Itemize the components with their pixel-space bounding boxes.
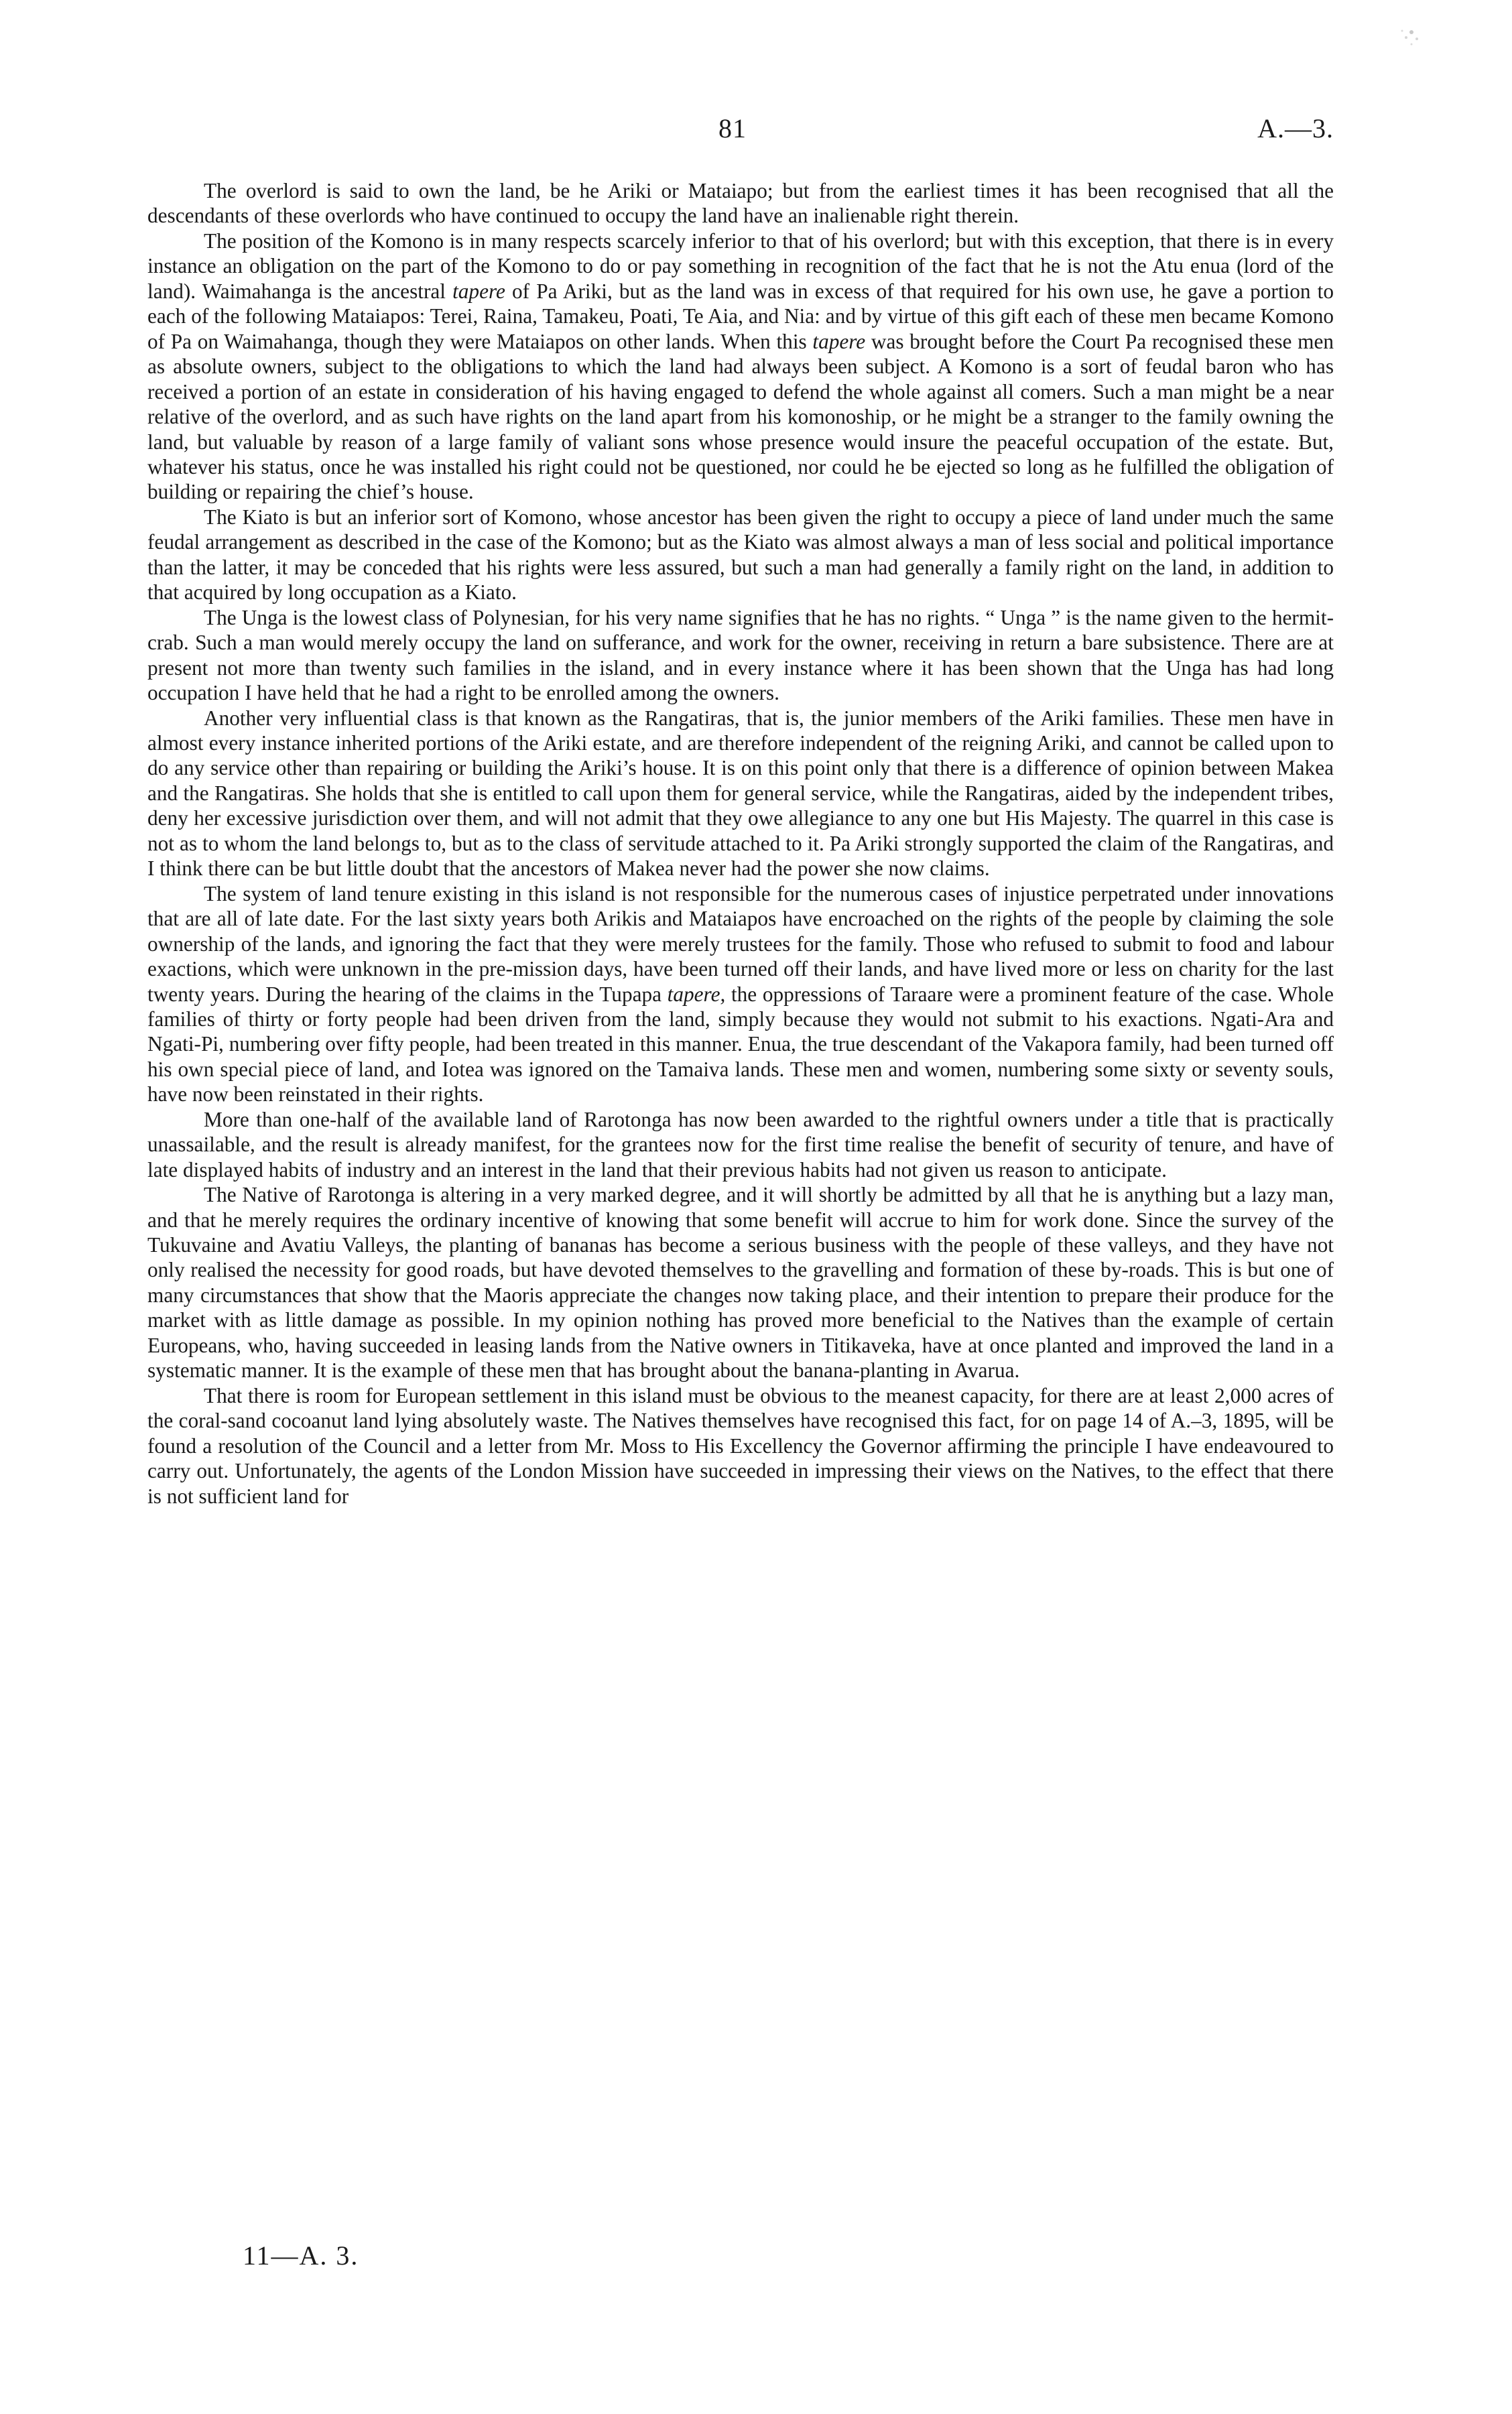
body-paragraph	[147, 881, 1334, 1107]
text-run: The Native of Rarotonga is altering in a very marked degree, and it will shortly be admitted by all that he is anything but a lazy man, and that he merely requires the ordinary incentive of knowing that some benefit will accrue to him for work done. Since the survey of the Tukuvaine and Avatiu Valleys, the planting of bananas has become a serious business with the people of these valleys, and they have not only realised the necessity for good roads, but have devoted themselves to the gravelling and formation of these by-roads. This is but one of many circumstances that show that the Maoris appreciate the changes now taking place, and their intention to prepare their produce for the market with as little damage as possible. In my opinion nothing has proved more beneficial to the Natives than the example of certain Europeans, who, having succeeded in leasing lands from the Native owners in Titikaveka, have at once planted and improved the land in a systematic manner. It is the example of these men that has brought about the banana-planting in Avarua.	[147, 1183, 1334, 1383]
text-run: Another very influential class is that known as the Rangatiras, that is, the junior members of the Ariki families. These men have in almost every instance inherited portions of the Ariki estate, and are therefore independent of the reigning Ariki, and cannot be called upon to do any service other than repairing or building the Ariki’s house. It is on this point only that there is a difference of opinion between Makea and the Rangatiras. She holds that she is entitled to call upon them for general service, while the Rangatiras, aided by the independent tribes, deny her excessive jurisdiction over them, and will not admit that they owe allegiance to any one but His Majesty. The quarrel in this case is not as to whom the land belongs to, but as to the class of servitude attached to it. Pa Ariki strongly supported the claim of the Rangatiras, and I think there can be but little doubt that the ancestors of Makea never had the power she now claims.	[147, 706, 1334, 881]
text-run: That there is room for European settlement in this island must be obvious to the meanest capacity, for there are at least 2,000 acres of the coral-sand cocoanut land lying absolutely waste. The Natives themselves have recognised this fact, for on page 14 of A.–3, 1895, will be found a resolution of the Council and a letter from Mr. Moss to His Excellency the Governor affirming the principle I have endeavoured to carry out. Unfortunately, the agents of the London Mission have succeeded in impressing their views on the Natives, to the effect that there is not sufficient land for	[147, 1383, 1334, 1508]
body-paragraph	[147, 706, 1334, 881]
print-speck-mark	[1391, 15, 1432, 55]
italic-term: tapere	[812, 329, 866, 353]
document-reference: A.—3.	[1257, 113, 1334, 143]
text-run: The Kiato is but an inferior sort of Komono, whose ancestor has been given the right to occupy a piece of land under much the same feudal arrangement as described in the case of the Komono; but as the Kiato was almost always a man of less social and political importance than the latter, it may be conceded that his rights were less assured, but such a man had generally a family right on the land, in addition to that acquired by long occupation as a Kiato.	[147, 505, 1334, 605]
body-paragraph	[147, 1182, 1334, 1383]
text-run: The system of land tenure existing in this island is not responsible for the numerous cases of injustice perpetrated under innovations that are all of late date. For the last sixty years both Arikis and Mataiapos have encroached on the rights of the people by claiming the sole ownership of the lands, and ignoring the fact that they were merely trustees for the family. Those who refused to submit to food and labour exactions, which were unknown in the pre-mission days, have been turned off their lands, and have lived more or less on charity for the last twenty years. During the hearing of the claims in the Tupapa	[147, 881, 1334, 1006]
page-number: 81	[718, 113, 747, 143]
body-paragraph	[147, 178, 1334, 229]
body-text	[147, 178, 1334, 1509]
text-run: The Unga is the lowest class of Polynesian, for his very name signifies that he has no rights. “ Unga ” is the name given to the hermit-crab. Such a man would merely occupy the land on sufferance, and work for the owner, receiving in return a bare subsistence. There are at present not more than twenty such families in the island, and in every instance where it has been shown that the Unga has had long occupation I have held that he had a right to be enrolled among the owners.	[147, 605, 1334, 705]
text-run: the oppressions of Taraare were a prominent feature of the case. Whole families of thirty or forty people had been driven from the land, simply because they would not submit to his exactions. Ngati-Ara and Ngati-Pi, numbering over fifty people, had been treated in this manner. Enua, the true descendant of the Vakapora family, had been turned off his own special piece of land, and Iotea was ignored on the Tamaiva lands. These men and women, numbering some sixty or seventy souls, have now been reinstated in their rights.	[147, 982, 1334, 1106]
body-paragraph	[147, 605, 1334, 706]
text-run: of Pa Ariki, but as the land was in excess of that required for his own use, he gave a portion to each of the following Mataiapos: Terei, Raina, Tamakeu, Poati, Te Aia, and Nia: and by virtue of this gift each of these men became Komono of Pa on Waimahanga, though they were Mataiapos on other lands. When this	[147, 279, 1334, 353]
text-run: The overlord is said to own the land, be he Ariki or Mataiapo; but from the earliest times it has been recognised that all the descendants of these overlords who have continued to occupy the land have an inalienable right therein.	[147, 179, 1334, 228]
footer-signature-mark: 11—A. 3.	[243, 2240, 359, 2271]
text-run: was brought before the Court Pa recognised these men as absolute owners, subject to the obligations to which the land had always been subject. A Komono is a sort of feudal baron who has received a portion of an estate in consideration of his having engaged to defend the whole against all comers. Such a man might be a near relative of the overlord, and as such have rights on the land apart from his komonoship, or he might be a stranger to the family owning the land, but valuable by reason of a large family of valiant sons whose presence would insure the peaceful occupation of the estate. But, whatever his status, once he was installed his right could not be questioned, nor could he be ejected so long as he fulfilled the obligation of building or repairing the chief’s house.	[147, 329, 1334, 504]
text-run: The position of the Komono is in many respects scarcely inferior to that of his overlord; but with this exception, that there is in every instance an obligation on the part of the Komono to do or pay something in recognition of the fact that he is not the Atu enua (lord of the land). Waimahanga is the ancestral	[147, 229, 1334, 303]
italic-term: tapere	[452, 279, 505, 303]
text-run: More than one-half of the available land of Rarotonga has now been awarded to the rightful owners under a title that is practically unassailable, and the result is already manifest, for the grantees now for the first time realise the benefit of security of tenure, and have of late displayed habits of industry and an interest in the land that their previous habits had not given us reason to anticipate.	[147, 1107, 1334, 1182]
italic-term: tapere,	[667, 982, 726, 1006]
body-paragraph	[147, 229, 1334, 505]
body-paragraph	[147, 505, 1334, 605]
body-paragraph	[147, 1107, 1334, 1182]
body-paragraph	[147, 1383, 1334, 1509]
